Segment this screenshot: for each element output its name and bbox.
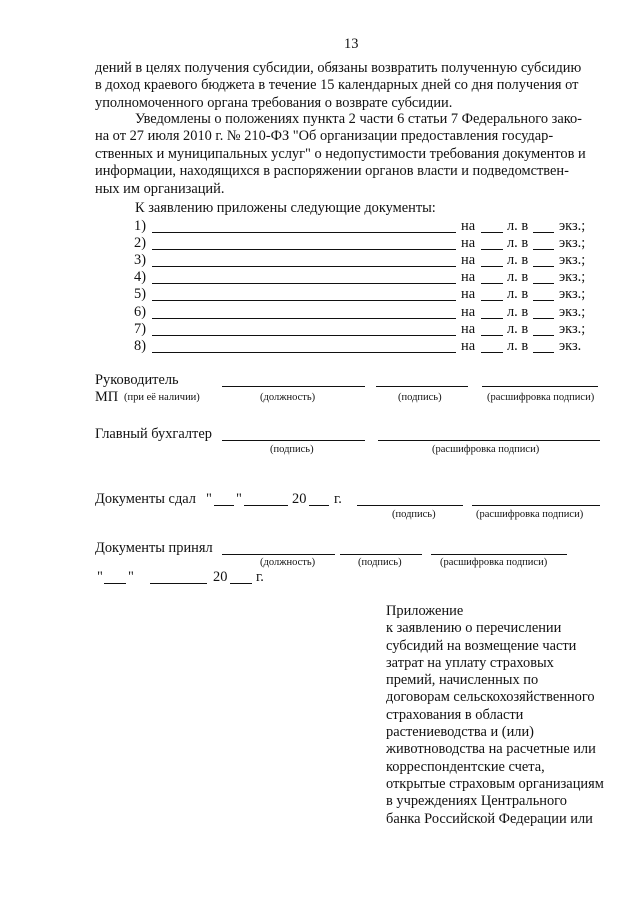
paragraph-notice bbox=[95, 111, 613, 198]
document-item-copies-line[interactable] bbox=[533, 266, 554, 267]
received-position-caption: (должность) bbox=[260, 557, 316, 568]
document-item-lv: л. в bbox=[507, 252, 529, 269]
handed-year-prefix: 20 bbox=[292, 491, 307, 507]
document-item-lv: л. в bbox=[507, 286, 529, 303]
document-item-sheets-line[interactable] bbox=[481, 249, 503, 250]
appendix-line: к заявлению о перечислении bbox=[386, 620, 562, 637]
received-year-suffix: г. bbox=[256, 569, 264, 585]
document-item-unit: экз.; bbox=[559, 286, 586, 303]
paragraph-line: на от 27 июля 2010 г. № 210-ФЗ "Об организации предоставления государ- bbox=[95, 128, 554, 145]
document-item-na: на bbox=[461, 337, 476, 354]
handed-signature-line[interactable] bbox=[357, 505, 463, 506]
received-month-line[interactable] bbox=[150, 583, 207, 584]
appendix-line: затрат на уплату страховых bbox=[386, 654, 554, 671]
appendix-block bbox=[386, 603, 626, 828]
appendix-line: растениеводства и (или) bbox=[386, 724, 534, 741]
accountant-signature-line[interactable] bbox=[222, 440, 365, 441]
document-item-number: 8) bbox=[134, 337, 146, 354]
document-item-unit: экз.; bbox=[559, 269, 586, 286]
paragraph-line: уполномоченного органа требования о возврате субсидии. bbox=[95, 94, 453, 111]
document-item-na: на bbox=[461, 286, 476, 303]
received-label: Документы принял bbox=[95, 540, 213, 556]
appendix-line: банка Российской Федерации или bbox=[386, 810, 593, 827]
document-item-copies-line[interactable] bbox=[533, 335, 554, 336]
document-item-sheets-line[interactable] bbox=[481, 232, 503, 233]
document-item-unit: экз.; bbox=[559, 303, 586, 320]
document-item-lv: л. в bbox=[507, 303, 529, 320]
document-item-copies-line[interactable] bbox=[533, 249, 554, 250]
document-item-name-line[interactable] bbox=[152, 335, 456, 336]
document-item-na: на bbox=[461, 303, 476, 320]
handed-label: Документы сдал bbox=[95, 491, 196, 507]
paragraph-refund bbox=[95, 60, 613, 112]
handed-quote-close: " bbox=[236, 491, 242, 507]
document-item-unit: экз.; bbox=[559, 252, 586, 269]
head-position-caption: (должность) bbox=[260, 392, 316, 403]
head-signature-line[interactable] bbox=[376, 386, 468, 387]
received-position-line[interactable] bbox=[222, 554, 335, 555]
accountant-transcript-caption: (расшифровка подписи) bbox=[432, 444, 540, 455]
received-signature-caption: (подпись) bbox=[358, 557, 402, 568]
document-item-unit: экз. bbox=[559, 337, 582, 354]
paragraph-line: ных им организаций. bbox=[95, 180, 225, 197]
document-item-lv: л. в bbox=[507, 320, 529, 337]
document-item-unit: экз.; bbox=[559, 235, 586, 252]
document-item-sheets-line[interactable] bbox=[481, 352, 503, 353]
document-item-sheets-line[interactable] bbox=[481, 318, 503, 319]
document-item-number: 4) bbox=[134, 269, 146, 286]
received-quote-open: " bbox=[97, 569, 103, 585]
document-item-na: на bbox=[461, 218, 476, 234]
appendix-line: открытые страховым организациям bbox=[386, 775, 604, 792]
document-item-unit: экз.; bbox=[559, 218, 586, 234]
stamp-note: (при её наличии) bbox=[124, 392, 200, 403]
appendix-line: животноводства на расчетные или bbox=[386, 741, 596, 758]
appendix-line: договорам сельскохозяйственного bbox=[386, 689, 595, 706]
document-item-lv: л. в bbox=[507, 269, 529, 286]
document-item-name-line[interactable] bbox=[152, 300, 456, 301]
handed-quote-open: " bbox=[206, 491, 212, 507]
received-day-line[interactable] bbox=[104, 583, 126, 584]
document-item-number: 3) bbox=[134, 252, 146, 269]
document-item-lv: л. в bbox=[507, 218, 529, 234]
document-item-copies-line[interactable] bbox=[533, 300, 554, 301]
head-transcript-line[interactable] bbox=[482, 386, 598, 387]
document-item-number: 1) bbox=[134, 218, 146, 234]
document-item-na: на bbox=[461, 320, 476, 337]
accountant-transcript-line[interactable] bbox=[378, 440, 600, 441]
appendix-line: премий, начисленных по bbox=[386, 672, 539, 689]
head-label: Руководитель bbox=[95, 372, 179, 388]
stamp-label: МП bbox=[95, 389, 119, 405]
paragraph-line: информации, находящихся в распоряжении органов власти и подведомствен- bbox=[95, 163, 569, 180]
head-transcript-caption: (расшифровка подписи) bbox=[487, 392, 595, 403]
appendix-line: корреспондентские счета, bbox=[386, 758, 545, 775]
paragraph-line: дений в целях получения субсидии, обязаны возвратить полученную субсидию bbox=[95, 60, 582, 76]
received-transcript-caption: (расшифровка подписи) bbox=[440, 557, 548, 568]
document-item-sheets-line[interactable] bbox=[481, 300, 503, 301]
handed-transcript-line[interactable] bbox=[472, 505, 600, 506]
document-item-number: 6) bbox=[134, 303, 146, 320]
document-item-name-line[interactable] bbox=[152, 318, 456, 319]
handed-year-suffix: г. bbox=[334, 491, 342, 507]
received-quote-close: " bbox=[128, 569, 134, 585]
paragraph-line: Уведомлены о положениях пункта 2 части 6 статьи 7 Федерального зако- bbox=[135, 111, 582, 127]
received-transcript-line[interactable] bbox=[431, 554, 567, 555]
document-item-copies-line[interactable] bbox=[533, 232, 554, 233]
appendix-line: в учреждениях Центрального bbox=[386, 793, 567, 810]
received-year-prefix: 20 bbox=[213, 569, 228, 585]
handed-year-line[interactable] bbox=[309, 505, 329, 506]
document-item-name-line[interactable] bbox=[152, 283, 456, 284]
document-item-copies-line[interactable] bbox=[533, 283, 554, 284]
document-item-na: на bbox=[461, 252, 476, 269]
documents-intro: К заявлению приложены следующие документы: bbox=[135, 200, 436, 216]
document-item-sheets-line[interactable] bbox=[481, 335, 503, 336]
document-item-name-line[interactable] bbox=[152, 249, 456, 250]
document-item-lv: л. в bbox=[507, 337, 529, 354]
document-item-copies-line[interactable] bbox=[533, 318, 554, 319]
document-item-number: 2) bbox=[134, 235, 146, 252]
head-signature-caption: (подпись) bbox=[398, 392, 442, 403]
document-item-na: на bbox=[461, 269, 476, 286]
document-item-number: 5) bbox=[134, 286, 146, 303]
document-item-unit: экз.; bbox=[559, 320, 586, 337]
page-number: 13 bbox=[344, 36, 359, 52]
appendix-line: страхования в области bbox=[386, 706, 524, 723]
document-item-sheets-line[interactable] bbox=[481, 266, 503, 267]
document-item-number: 7) bbox=[134, 320, 146, 337]
head-position-line[interactable] bbox=[222, 386, 365, 387]
document-item-lv: л. в bbox=[507, 235, 529, 252]
appendix-title: Приложение bbox=[386, 603, 464, 619]
received-year-line[interactable] bbox=[230, 583, 252, 584]
document-item-na: на bbox=[461, 235, 476, 252]
handed-day-line[interactable] bbox=[214, 505, 234, 506]
document-item-sheets-line[interactable] bbox=[481, 283, 503, 284]
paragraph-line: ственных и муниципальных услуг" о недопустимости требования документов и bbox=[95, 145, 586, 162]
document-item-name-line[interactable] bbox=[152, 352, 456, 353]
handed-month-line[interactable] bbox=[244, 505, 288, 506]
document-item-copies-line[interactable] bbox=[533, 352, 554, 353]
appendix-line: субсидий на возмещение части bbox=[386, 637, 577, 654]
paragraph-line: в доход краевого бюджета в течение 15 календарных дней со дня получения от bbox=[95, 77, 579, 94]
handed-transcript-caption: (расшифровка подписи) bbox=[476, 509, 584, 520]
accountant-signature-caption: (подпись) bbox=[270, 444, 314, 455]
accountant-label: Главный бухгалтер bbox=[95, 426, 212, 442]
document-item-name-line[interactable] bbox=[152, 266, 456, 267]
handed-signature-caption: (подпись) bbox=[392, 509, 436, 520]
received-signature-line[interactable] bbox=[340, 554, 422, 555]
document-item-name-line[interactable] bbox=[152, 232, 456, 233]
